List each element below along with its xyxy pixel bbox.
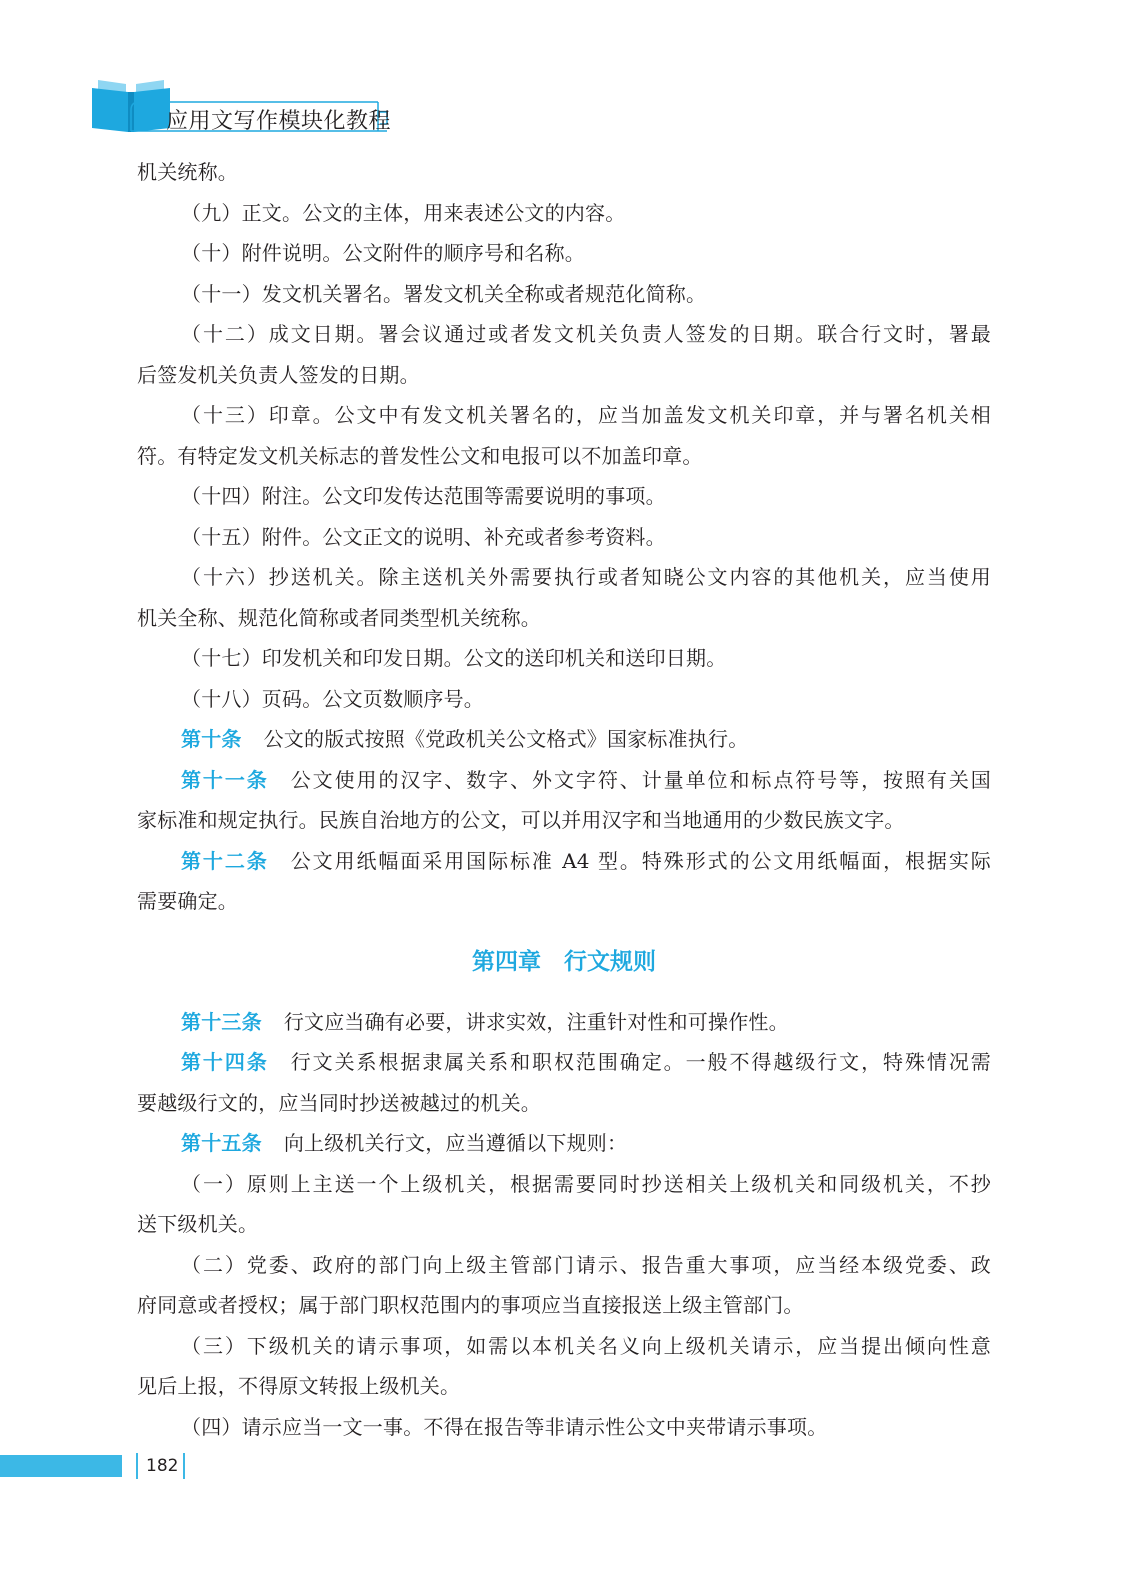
article-label: 第十条 bbox=[181, 727, 242, 751]
article-text: 公文的版式按照《党政机关公文格式》国家标准执行。 bbox=[263, 727, 749, 751]
page-number: 182 bbox=[146, 1456, 179, 1476]
spacer bbox=[137, 922, 991, 942]
body-line: （二）党委、政府的部门向上级主管部门请示、报告重大事项，应当经本级党委、政 bbox=[181, 1252, 991, 1277]
article-label: 第十一条 bbox=[181, 767, 269, 792]
article-12 bbox=[137, 841, 991, 882]
body-line: 家标准和规定执行。民族自治地方的公文，可以并用汉字和当地通用的少数民族文字。 bbox=[137, 808, 905, 832]
article-label: 第十二条 bbox=[181, 848, 269, 873]
body-line: （十二）成文日期。署会议通过或者发文机关负责人签发的日期。联合行文时，署最 bbox=[181, 322, 991, 346]
article-13 bbox=[137, 1002, 991, 1043]
article-label: 第十三条 bbox=[181, 1009, 262, 1034]
body-line: （十一）发文机关署名。署发文机关全称或者规范化简称。 bbox=[181, 281, 707, 306]
body-line: （十五）附件。公文正文的说明、补充或者参考资料。 bbox=[181, 524, 666, 549]
article-text: 公文用纸幅面采用国际标准 A4 型。特殊形式的公文用纸幅面，根据实际 bbox=[290, 848, 991, 873]
article-text: 向上级机关行文，应当遵循以下规则： bbox=[283, 1131, 628, 1155]
book-title: 应用文写作模块化教程 bbox=[166, 109, 392, 134]
footer-accent-bar bbox=[0, 1455, 122, 1477]
article-10 bbox=[137, 719, 991, 760]
article-text: 公文使用的汉字、数字、外文字符、计量单位和标点符号等，按照有关国 bbox=[290, 767, 991, 792]
footer-divider bbox=[136, 1453, 138, 1479]
body-line: （十七）印发机关和印发日期。公文的送印机关和送印日期。 bbox=[181, 646, 727, 670]
chapter-heading: 第四章 行文规则 bbox=[472, 948, 656, 975]
body-line: （十六）抄送机关。除主送机关外需要执行或者知晓公文内容的其他机关，应当使用 bbox=[181, 565, 991, 589]
body-line: （十三）印章。公文中有发文机关署名的，应当加盖发文机关印章，并与署名机关相 bbox=[181, 403, 991, 427]
article-label: 第十四条 bbox=[181, 1050, 269, 1074]
body-line: （十八）页码。公文页数顺序号。 bbox=[181, 686, 484, 711]
body-line: 后签发机关负责人签发的日期。 bbox=[137, 362, 420, 387]
body-line: 见后上报，不得原文转报上级机关。 bbox=[137, 1374, 461, 1398]
page-header bbox=[0, 0, 1127, 140]
article-label: 第十五条 bbox=[181, 1131, 262, 1155]
body-line: （一）原则上主送一个上级机关，根据需要同时抄送相关上级机关和同级机关，不抄 bbox=[181, 1171, 991, 1196]
body-line: 符。有特定发文机关标志的普发性公文和电报可以不加盖印章。 bbox=[137, 443, 703, 468]
article-15 bbox=[137, 1123, 991, 1164]
body-line: 送下级机关。 bbox=[137, 1212, 259, 1236]
body-line: 府同意或者授权；属于部门职权范围内的事项应当直接报送上级主管部门。 bbox=[137, 1293, 804, 1317]
article-11 bbox=[137, 760, 991, 801]
body-line: （十）附件说明。公文附件的顺序号和名称。 bbox=[181, 241, 585, 265]
footer-divider bbox=[183, 1453, 185, 1479]
body-line: 需要确定。 bbox=[137, 889, 238, 913]
article-text: 行文应当确有必要，讲求实效，注重针对性和可操作性。 bbox=[283, 1009, 789, 1034]
body-line: 机关全称、规范化简称或者同类型机关统称。 bbox=[137, 605, 541, 630]
body-line: （三）下级机关的请示事项，如需以本机关名义向上级机关请示，应当提出倾向性意 bbox=[181, 1333, 991, 1358]
body-line: （四）请示应当一文一事。不得在报告等非请示性公文中夹带请示事项。 bbox=[181, 1414, 828, 1439]
article-text: 行文关系根据隶属关系和职权范围确定。一般不得越级行文，特殊情况需 bbox=[290, 1050, 991, 1074]
body-line: （十四）附注。公文印发传达范围等需要说明的事项。 bbox=[181, 484, 666, 508]
page-body bbox=[137, 152, 991, 1447]
body-line: 要越级行文的，应当同时抄送被越过的机关。 bbox=[137, 1090, 541, 1115]
article-14 bbox=[137, 1042, 991, 1083]
body-line: 机关统称。 bbox=[137, 160, 238, 184]
body-line: （九）正文。公文的主体，用来表述公文的内容。 bbox=[181, 200, 626, 225]
